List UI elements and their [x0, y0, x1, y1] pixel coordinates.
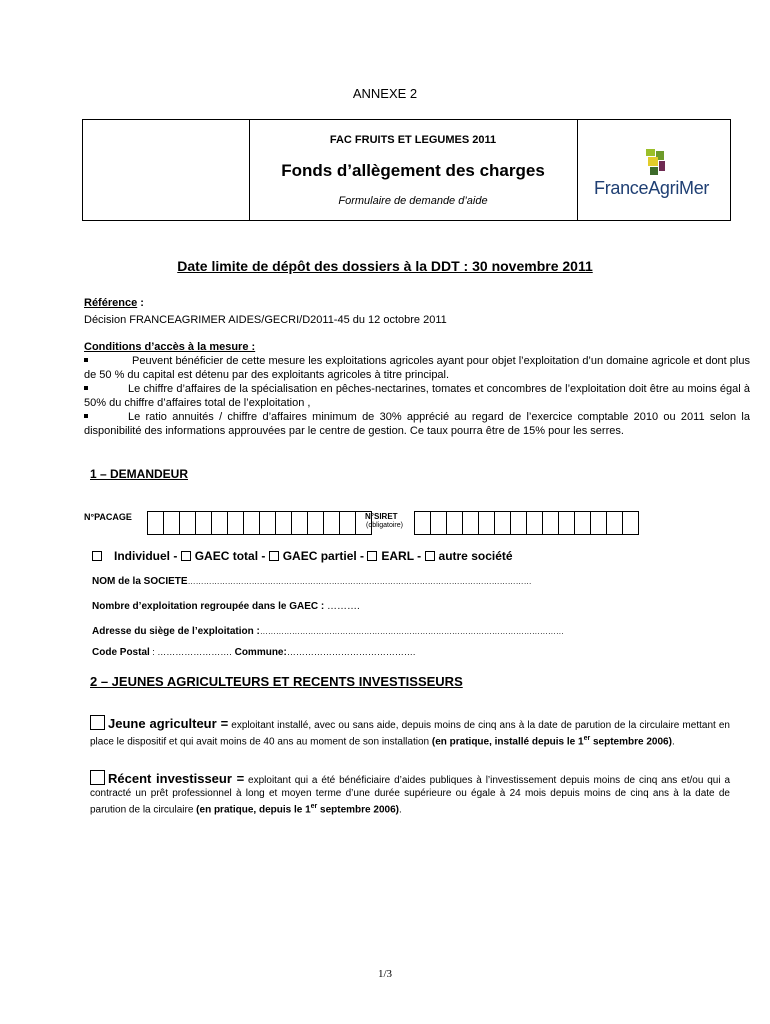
logo-cell [577, 120, 731, 220]
status-option-earl[interactable]: EARL [367, 549, 413, 563]
grid-cell[interactable] [276, 512, 292, 534]
siret-label: N°SIRET [365, 512, 398, 521]
grid-cell[interactable] [260, 512, 276, 534]
checkbox-icon[interactable] [367, 551, 377, 561]
form-subtitle: Formulaire de demande d’aide [338, 195, 488, 207]
condition-item: Peuvent bénéficier de cette mesure les exploitations agricoles ayant pour objet l’exploitation d’un domaine agricole et dont plus de 50 % du capital est détenu par des exploitants agricoles à titre principal. [84, 355, 750, 381]
condition-item: Le chiffre d’affaires de la spécialisation en pêches-nectarines, tomates et concombres de l’exploitation doit être au moins égal à 50% du chiffre d’affaires total de l’exploitation , [84, 383, 750, 409]
grid-cell[interactable] [607, 512, 623, 534]
jeune-agriculteur-checkbox[interactable] [90, 715, 105, 730]
status-option-gaec-total[interactable]: GAEC total [181, 549, 258, 563]
conditions-label: Conditions d’accès à la mesure : [84, 341, 256, 353]
grid-cell[interactable] [340, 512, 356, 534]
header-box [82, 119, 731, 221]
grid-cell[interactable] [148, 512, 164, 534]
grid-cell[interactable] [591, 512, 607, 534]
grid-cell[interactable] [623, 512, 639, 534]
grid-cell[interactable] [180, 512, 196, 534]
status-option-gaec-partiel[interactable]: GAEC partiel [269, 549, 357, 563]
header-title-cell [249, 120, 577, 220]
logo-text: FranceAgriMer [594, 178, 710, 198]
program-title: FAC FRUITS ET LEGUMES 2011 [329, 134, 497, 146]
status-option-autre[interactable]: autre société [425, 549, 513, 563]
header-left-cell [83, 120, 250, 220]
reference-colon: : [137, 297, 144, 309]
franceagrimer-logo-icon [642, 147, 672, 177]
pacage-label: N°PACAGE [84, 512, 132, 522]
jeune-agriculteur-block: Jeune agriculteur = exploitant installé, avec ou sans aide, depuis moins de cinq ans à la date de parution de la circulaire mettant en place le dispositif et qui avait moins de 40 ans au moment de son installation (en pratique, installé depuis le 1er septembre 2006). [90, 716, 730, 748]
section2-title: 2 – JEUNES AGRICULTEURS ET RECENTS INVESTISSEURS [90, 674, 463, 689]
deadline-heading: Date limite de dépôt des dossiers à la DDT : 30 novembre 2011 [177, 258, 593, 274]
checkbox-icon[interactable] [92, 551, 102, 561]
recent-investisseur-block: Récent investisseur = exploitant qui a été bénéficiaire d’aides publiques à l’investissement depuis moins de cinq ans et/ou qui a contracté un prêt professionnel à long et moyen terme d’une durée supérieure ou égale à 24 mois depuis moins de cinq ans à la date de parution de la circulaire (en pratique, depuis le 1er septembre 2006). [90, 771, 731, 816]
checkbox-icon[interactable] [269, 551, 279, 561]
grid-cell[interactable] [292, 512, 308, 534]
grid-cell[interactable] [463, 512, 479, 534]
grid-cell[interactable] [559, 512, 575, 534]
grid-cell[interactable] [511, 512, 527, 534]
grid-cell[interactable] [308, 512, 324, 534]
grid-cell[interactable] [228, 512, 244, 534]
annex-label: ANNEXE 2 [352, 86, 418, 101]
grid-cell[interactable] [575, 512, 591, 534]
grid-cell[interactable] [212, 512, 228, 534]
pacage-input-grid[interactable] [147, 511, 372, 535]
grid-cell[interactable] [196, 512, 212, 534]
checkbox-icon[interactable] [181, 551, 191, 561]
checkbox-icon[interactable] [425, 551, 435, 561]
status-option-individuel[interactable]: Individuel [92, 549, 170, 563]
grid-cell[interactable] [324, 512, 340, 534]
reference-block [84, 296, 750, 327]
conditions-block [84, 340, 750, 438]
reference-text: Décision FRANCEAGRIMER AIDES/GECRI/D2011-45 du 12 octobre 2011 [84, 314, 447, 326]
grid-cell[interactable] [164, 512, 180, 534]
bullet-icon [84, 386, 88, 390]
siret-input-grid[interactable] [414, 511, 639, 535]
reference-label: Référence [84, 297, 138, 309]
bullet-icon [84, 358, 88, 362]
page-number: 1/3 [377, 968, 393, 980]
status-options: Individuel - GAEC total - GAEC partiel - EARL - autre société [92, 549, 513, 563]
grid-cell[interactable] [447, 512, 463, 534]
grid-cell[interactable] [479, 512, 495, 534]
grid-cell[interactable] [527, 512, 543, 534]
grid-cell[interactable] [543, 512, 559, 534]
grid-cell[interactable] [495, 512, 511, 534]
recent-investisseur-checkbox[interactable] [90, 770, 105, 785]
adresse-field[interactable]: Adresse du siège de l’exploitation :…………………………………………………………………………………………………… [92, 626, 564, 637]
section1-title: 1 – DEMANDEUR [90, 467, 189, 481]
grid-cell[interactable] [415, 512, 431, 534]
gaec-count-field[interactable]: Nombre d’exploitation regroupée dans le GAEC : ………. [92, 601, 360, 612]
bullet-icon [84, 414, 88, 418]
cp-commune-field[interactable]: Code Postal : ……………………. Commune:……………………………………. [92, 647, 416, 658]
grid-cell[interactable] [244, 512, 260, 534]
form-title: Fonds d’allègement des charges [281, 161, 545, 180]
siret-note: (obligatoire) [366, 522, 403, 529]
societe-field[interactable]: NOM de la SOCIETE………………………………………………………………………………………………………………… [92, 576, 532, 587]
grid-cell[interactable] [431, 512, 447, 534]
condition-item: Le ratio annuités / chiffre d’affaires minimum de 30% apprécié au regard de l’exercice comptable 2010 ou 2011 selon la disponibilité des informations approuvées par le centre de gestion. Ce taux pourra être de 15% pour les serres. [84, 411, 750, 437]
